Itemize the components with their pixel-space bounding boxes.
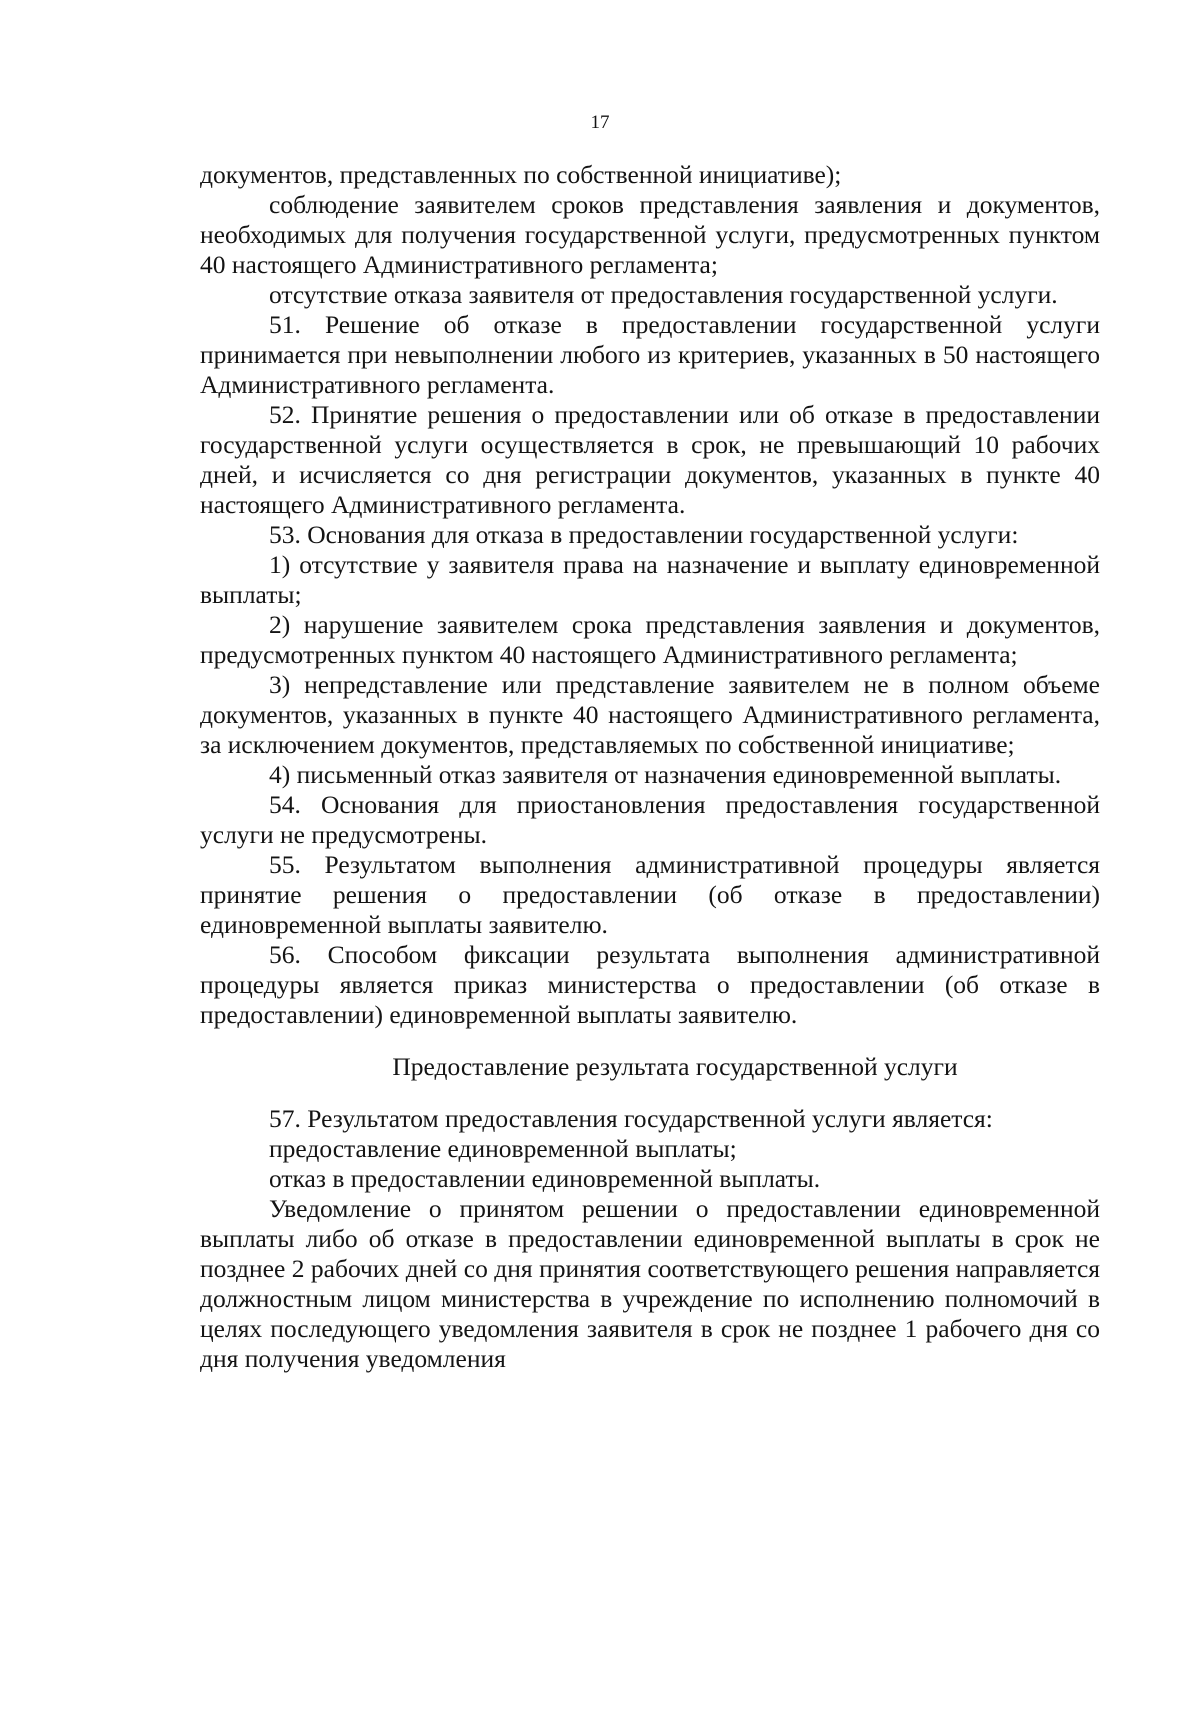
paragraph-item-57: 57. Результатом предоставления государственной услуги является:: [269, 1104, 993, 1133]
paragraph: документов, представленных по собственной инициативе);: [200, 160, 842, 189]
paragraph-item-54: 54. Основания для приостановления предоставления государственной услуги не предусмотрены.: [200, 790, 1100, 849]
paragraph-item-51: 51. Решение об отказе в предоставлении государственной услуги принимается при невыполнении любого из критериев, указанных в 50 настоящего Административного регламента.: [200, 310, 1100, 399]
list-item: предоставление единовременной выплаты;: [269, 1134, 737, 1163]
paragraph: Уведомление о принятом решении о предоставлении единовременной выплаты либо об отказе в предоставлении единовременной выплаты в срок не позднее 2 рабочих дней со дня принятия соответствующего решения направляется должностным лицом министерства в учреждение по исполнению полномочий в целях последующего уведомления заявителя в срок не позднее 1 рабочего дня со дня получения уведомления: [200, 1194, 1100, 1373]
list-item: 2) нарушение заявителем срока представления заявления и документов, предусмотренных пунктом 40 настоящего Административного регламента;: [200, 610, 1100, 669]
paragraph-item-56: 56. Способом фиксации результата выполнения административной процедуры является приказ министерства о предоставлении (об отказе в предоставлении) единовременной выплаты заявителю.: [200, 940, 1100, 1029]
list-item: 4) письменный отказ заявителя от назначения единовременной выплаты.: [269, 760, 1062, 789]
list-item: 1) отсутствие у заявителя права на назначение и выплату единовременной выплаты;: [200, 550, 1100, 609]
paragraph: отсутствие отказа заявителя от предоставления государственной услуги.: [269, 280, 1058, 309]
page-number: 17: [590, 112, 610, 133]
paragraph-item-53: 53. Основания для отказа в предоставлении государственной услуги:: [269, 520, 1019, 549]
paragraph-item-55: 55. Результатом выполнения административной процедуры является принятие решения о предоставлении (об отказе в предоставлении) единовременной выплаты заявителю.: [200, 850, 1100, 939]
paragraph: соблюдение заявителем сроков представления заявления и документов, необходимых для получения государственной услуги, предусмотренных пунктом 40 настоящего Административного регламента;: [200, 190, 1100, 279]
section-heading: Предоставление результата государственной услуги: [392, 1052, 958, 1081]
list-item: 3) непредставление или представление заявителем не в полном объеме документов, указанных в пункте 40 настоящего Административного регламента, за исключением документов, представляемых по собственной инициативе;: [200, 670, 1100, 759]
list-item: отказ в предоставлении единовременной выплаты.: [269, 1164, 821, 1193]
paragraph-item-52: 52. Принятие решения о предоставлении или об отказе в предоставлении государственной услуги осуществляется в срок, не превышающий 10 рабочих дней, и исчисляется со дня регистрации документов, указанных в пункте 40 настоящего Административного регламента.: [200, 400, 1100, 519]
document-body: [200, 160, 1100, 1374]
